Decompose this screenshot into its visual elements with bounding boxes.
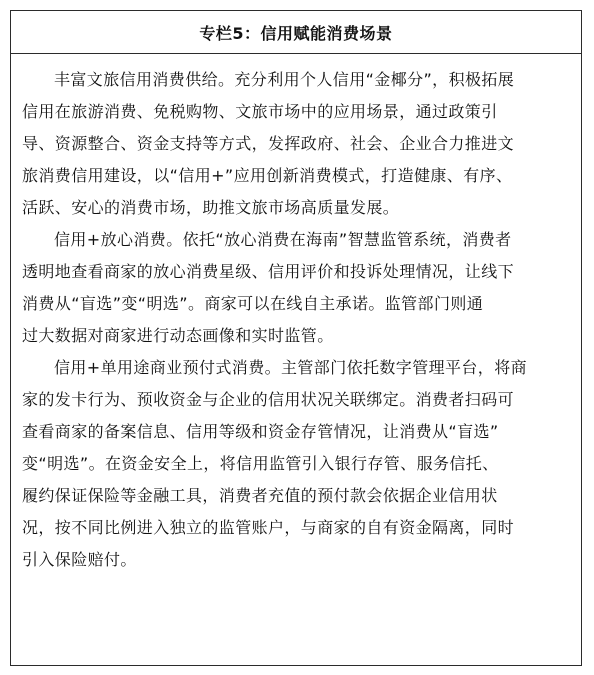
column-title: 专栏5：信用赋能消费场景 bbox=[199, 23, 393, 43]
column-content bbox=[11, 54, 581, 576]
paragraph-credit-reassured-consumption: 信用+放心消费。依托“放心消费在海南”智慧监管系统，消费者 透明地查看商家的放心消费星级、信用评价和投诉处理情况，让线下 消费从“盲选”变“明选”。商家可以在线自主承诺。监管部门则通 过大数据对商家进行动态画像和实时监管。 bbox=[22, 230, 515, 345]
column-box bbox=[10, 10, 582, 666]
column-title-row bbox=[11, 11, 581, 54]
paragraph-cultural-tourism-credit: 丰富文旅信用消费供给。充分利用个人信用“金椰分”，积极拓展 信用在旅游消费、免税购物、文旅市场中的应用场景，通过政策引 导、资源整合、资金支持等方式，发挥政府、社会、企业合力推进文 旅消费信用建设，以“信用+”应用创新消费模式，打造健康、有序、 活跃、安心的消费市场，助推文旅市场高质量发展。 bbox=[22, 70, 515, 217]
paragraph-credit-prepaid-consumption: 信用+单用途商业预付式消费。主管部门依托数字管理平台，将商 家的发卡行为、预收资金与企业的信用状况关联绑定。消费者扫码可 查看商家的备案信息、信用等级和资金存管情况，让消费从“盲选” 变“明选”。在资金安全上，将信用监管引入银行存管、服务信托、 履约保证保险等金融工具，消费者充值的预付款会依据企业信用状 况，按不同比例进入独立的监管账户，与商家的自有资金隔离，同时 引入保险赔付。 bbox=[22, 358, 528, 569]
